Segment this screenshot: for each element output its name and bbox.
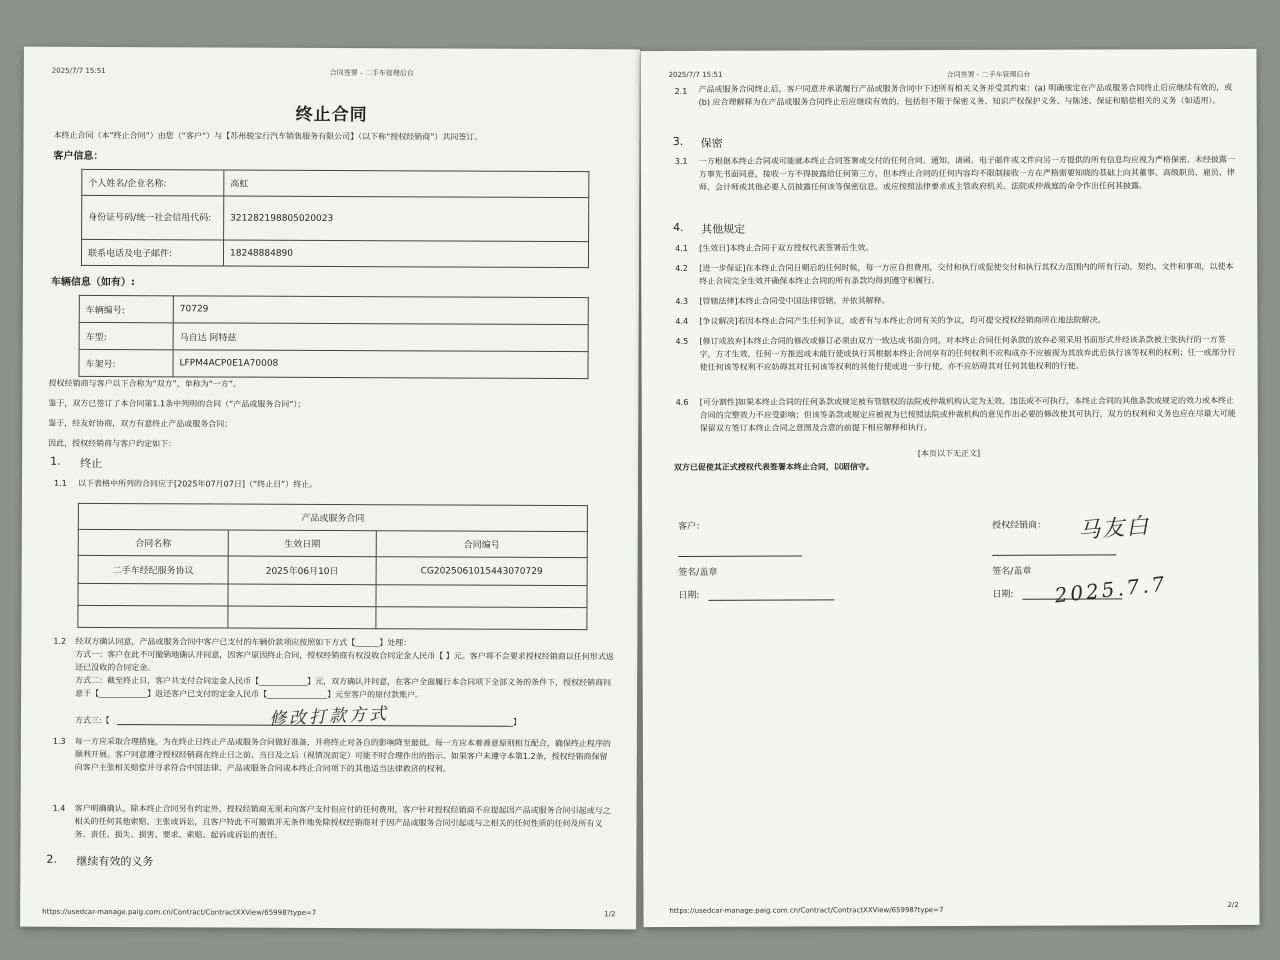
product-table-caption: 产品或服务合同: [78, 503, 587, 531]
customer-id-label: 身份证号码/统一社会信用代码:: [82, 195, 224, 240]
table-row: [82, 195, 589, 241]
table-header-row: [78, 529, 587, 557]
clause-1-2: 经双方确认同意，产品或服务合同中客户已支付的车辆价款项应按照如下方式【______】处理：: [75, 636, 412, 648]
table-row: [79, 295, 588, 324]
table-row: [79, 322, 588, 351]
footer-url: https://usedcar-manage.paig.com.cn/Contract/ContractXXView/65998?type=7: [669, 906, 944, 915]
clause-4-2-number: 4.2: [675, 263, 688, 273]
vehicle-model-label: 车型:: [79, 322, 173, 349]
customer-name-value: 高虹: [224, 170, 589, 198]
clause-2-1: 产品或服务合同终止后，客户同意并承诺履行产品或服务合同中下述所有相关义务并受其约束：(a) 明确规定在产品或服务合同终止后应继续有效的，或 (b) 应合理解释为在产品或服务合同终止后应继续有效的，包括但不限于保密义务、知识产权保护义务、与陈述、保证和赔偿相关的义务（如适用）。: [698, 83, 1233, 107]
vehicle-heading: 车辆信息（如有）:: [50, 276, 135, 289]
dealer-handwritten-signature: 马友白: [1077, 513, 1152, 545]
witness-statement: 双方已促使其正式授权代表签署本终止合同，以昭信守。: [673, 462, 874, 472]
table-row: [81, 239, 588, 267]
vehicle-table: [78, 295, 588, 379]
vehicle-number-label: 车辆编号:: [79, 295, 173, 322]
clause-4-6: [可分割性]如果本终止合同的任何条款或规定被有管辖权的法院或仲裁机构认定为无效、违法或不可执行，本终止合同的其他条款或规定的效力或本终止合同的完整效力不应受影响；但该等条款或规定应被视为已按照法院或仲裁机构的意见作出必要的修改使其可执行，双方的权利和义务也应在尽最大可能保留双方签订本终止合同之意图及合意的前提下相应解释和执行。: [699, 396, 1236, 433]
vehicle-vin-value: LFPM4ACP0E1A70008: [173, 350, 588, 379]
whereas-2: 鉴于，经友好协商，双方有意终止产品或服务合同；: [48, 418, 233, 429]
dealer-handwritten-date: 2025.7.7: [1053, 571, 1169, 608]
clause-4-4-number: 4.4: [675, 316, 689, 326]
clause-4-6-number: 4.6: [675, 397, 689, 407]
cell: 2025年06月10日: [228, 556, 376, 585]
clause-2-1-number: 2.1: [674, 86, 688, 96]
table-row: [78, 605, 587, 629]
header-title: 合同签署 - 二手车管理后台: [946, 70, 1031, 80]
clause-1-2-way-3-prefix: 方式三:【: [74, 715, 110, 726]
footer-page-number: 1/2: [604, 910, 616, 919]
section-4-title: 其他规定: [701, 222, 746, 236]
section-1-number: 1.: [50, 454, 61, 468]
customer-date-label: 日期:: [678, 590, 700, 601]
customer-id-value: 321282198805020023: [224, 196, 589, 242]
clause-4-3-number: 4.3: [675, 296, 689, 306]
blank-page-note: [本页以下无正文]: [917, 448, 981, 459]
footer-page-number: 2/2: [1227, 900, 1239, 910]
customer-stamp-label: 签名/盖章: [678, 567, 718, 578]
clause-1-3: 每一方应采取合理措施，为在终止日终止产品或服务合同做好准备，并将终止对各自的影响降至最低。每一方应本着善意原则相互配合，确保终止程序的顺利开展。客户同意遵守授权经销商在终止日之前、当日及之后（视情况而定）可能不时合理作出的指示。如果客户未遵守本第1.2条，授权经销商保留向客户主张相关赔偿并寻求符合中国法律、产品或服务合同或本终止合同项下的其他适当法律救济的权利。: [74, 736, 611, 774]
dealer-stamp-label: 签名/盖章: [992, 566, 1032, 577]
whereas-1: 鉴于，双方已签订了本合同第1.1条中列明的合同（“产品或服务合同”）；: [48, 398, 306, 409]
cell: CG2025061015443070729: [376, 557, 587, 586]
dealer-signature-label: 授权经销商：: [992, 520, 1047, 531]
clause-4-5: [修订或放弃]本终止合同的修改或修订必须由双方一致达成书面合同。对本终止合同任何条款的放弃必须采用书面形式并经该条款被主张执行的一方签字，方才生效。任何一方推迟或未能行使或执行其根据本终止合同享有的任何权利不应构成亦不应被视为其放弃此后执行该等权利的权利；任一或部分行使任何该等权利不应妨碍其对任何该等权利的其他行使或进一步行使，亦不应妨碍其对任何其他权利的行使。: [699, 335, 1236, 372]
header-date: 2025/7/7 15:51: [51, 66, 106, 76]
section-2-number: 2.: [46, 852, 57, 866]
section-3-number: 3.: [672, 134, 684, 148]
clause-4-2: [进一步保证]在本终止合同日期后的任何时候，每一方应自担费用，交付和执行或促使交付和执行其权力范围内的所有行动、契约、文件和事项，以使本终止合同完全生效并确保本终止合同的所有条款均得到遵守和履行。: [699, 262, 1234, 286]
customer-heading: 客户信息：: [53, 150, 104, 163]
section-2-title: 继续有效的义务: [76, 854, 154, 869]
therefore-paragraph: 因此，授权经销商与客户约定如下：: [48, 438, 177, 449]
clause-1-2-way-3-suffix: 】: [512, 717, 521, 727]
footer-url: https://usedcar-manage.paig.com.cn/Contract/ContractXXView/65998?type=7: [42, 907, 317, 917]
customer-table: [81, 169, 589, 268]
table-row: [78, 555, 587, 585]
cell: [228, 606, 376, 629]
table-row: [78, 583, 587, 607]
contract-page-2: [640, 49, 1259, 927]
dealer-signature-line: [992, 554, 1116, 555]
section-1-title: 终止: [80, 456, 103, 471]
clause-1-2-way-1: 方式一：客户在此不可撤销地确认并同意，因客户原因终止合同，授权经销商有权没收合同定金人民币【 】元。客户将不会要求授权经销商以任何形式返还已没收的合同定金。: [75, 649, 614, 673]
vehicle-model-value: 马自达 阿特兹: [173, 323, 588, 352]
clause-1-2-number: 1.2: [53, 636, 67, 646]
clause-4-1: [生效日]本终止合同于双方授权代表签署后生效。: [699, 243, 874, 253]
col-contract-number: 合同编号: [376, 531, 587, 558]
cell: [78, 605, 228, 628]
clause-4-1-number: 4.1: [675, 243, 688, 253]
clause-4-5-number: 4.5: [675, 336, 689, 346]
clause-1-4: 客户明确确认，除本终止合同另有约定外，授权经销商无须未向客户支付但应付的任何费用，客户针对授权经销商不应提起因产品或服务合同引起或与之相关的任何其他索赔、主张或诉讼，且客户特此不可撤销并无条件地免除授权经销商对于因产品或服务合同引起或与之相关的任何性质的任何及所有义务、责任、损失、损害、要求、索赔、起诉或诉讼的责任。: [74, 803, 611, 840]
customer-phone-value: 18248884890: [223, 240, 588, 268]
header-title: 合同签署 - 二手车管理后台: [329, 68, 414, 78]
vehicle-number-value: 70729: [173, 296, 588, 325]
vehicle-vin-label: 车架号:: [79, 349, 173, 376]
page-title: 终止合同: [295, 104, 368, 126]
customer-date-line: [708, 599, 834, 600]
dealer-date-label: 日期:: [992, 589, 1014, 600]
cell: [376, 607, 587, 630]
col-effective-date: 生效日期: [228, 530, 376, 557]
clause-1-3-number: 1.3: [52, 736, 66, 746]
customer-name-label: 个人姓名/企业名称:: [82, 169, 224, 196]
parties-paragraph: 授权经销商与客户以下合称为“双方”，单称为“一方”。: [48, 378, 242, 389]
cell: [376, 585, 587, 608]
clause-3-1-number: 3.1: [674, 156, 688, 166]
table-row: [82, 169, 589, 197]
customer-phone-label: 联系电话及电子邮件:: [81, 239, 223, 266]
contract-page-1: [20, 47, 640, 930]
section-3-title: 保密: [700, 136, 723, 150]
clause-1-1-number: 1.1: [53, 478, 67, 488]
cell: [78, 583, 228, 606]
cell: 二手车经纪服务协议: [78, 555, 228, 584]
col-contract-name: 合同名称: [78, 529, 228, 556]
header-date: 2025/7/7 15:51: [668, 70, 723, 79]
handwritten-way-3: 修改打款方式: [268, 704, 390, 730]
section-4-number: 4.: [673, 220, 684, 234]
cell: [228, 584, 376, 607]
intro-paragraph: 本终止合同（本“终止合同”）由您（“客户”）与【苏州骏宝行汽车销售服务有限公司】（以下称“授权经销商”）共同签订。: [53, 130, 483, 142]
customer-signature-label: 客户：: [678, 521, 706, 532]
clause-1-2-way-2: 方式二：截至终止日，客户共支付合同定金人民币【____________】元，双方确认并同意，在客户全面履行本合同项下全部义务的条件下，授权经销商同意于【____________】返还客户已支付的定金人民币【_______________】元至客户的原付款账户。: [75, 675, 612, 700]
customer-signature-line: [678, 556, 802, 557]
clause-4-4: [争议解决]若因本终止合同产生任何争议，或者有与本终止合同有关的争议，均可提交授权经销商所在地法院解决。: [699, 315, 1106, 326]
clause-1-4-number: 1.4: [52, 803, 66, 813]
clause-3-1: 一方根据本终止合同或可能就本终止合同签署或交付的任何合同、通知、请函、电子邮件或文件向另一方提供的所有信息均应视为严格保密，未经披露一方事先书面同意，接收一方不得披露给任何第三方，但本终止合同的任何内容均不限制接收一方在严格需要知晓的基础上向其董事、高级职员、雇员、律师、会计师或其他必要人员披露任何该等保密信息，或应按照法律要求或主管政府机关、法院或仲裁庭的命令作出任何其披露。: [698, 155, 1235, 192]
clause-4-3: [管辖法律]本终止合同受中国法律管辖，并依其解释。: [699, 296, 890, 306]
product-contract-table: [77, 503, 588, 630]
table-row: [79, 349, 588, 378]
clause-1-1: 以下表格中所列的合同应于[2025年07月07日]（“终止日”）终止。: [77, 478, 318, 489]
